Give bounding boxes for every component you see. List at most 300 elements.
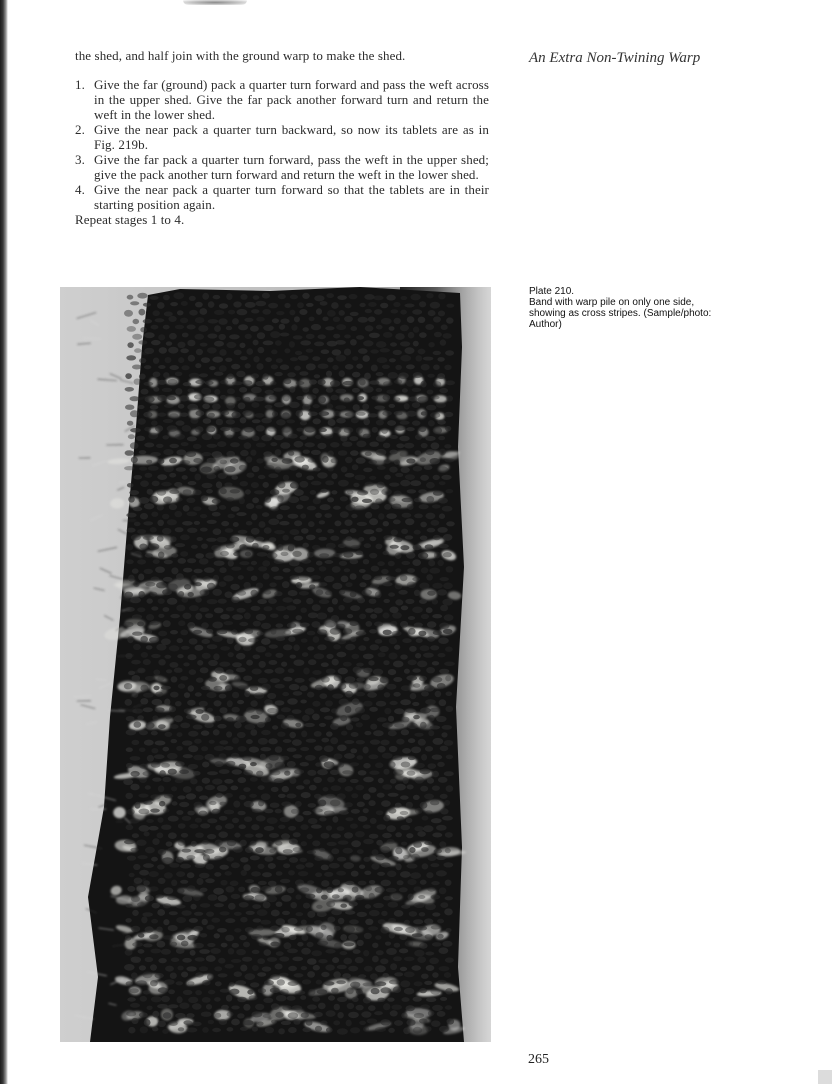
weave-nub — [437, 420, 446, 425]
weave-nub — [267, 552, 278, 558]
weave-nub — [322, 456, 329, 463]
weave-nub — [174, 482, 182, 487]
weave-nub — [243, 1020, 253, 1025]
weave-nub — [437, 1011, 446, 1017]
weave-nub — [277, 495, 283, 502]
weave-nub — [378, 513, 384, 520]
weave-nub — [439, 841, 446, 847]
weave-nub — [259, 661, 266, 668]
weave-nub — [308, 803, 317, 808]
weave-nub — [433, 491, 443, 496]
weave-nub — [356, 335, 364, 340]
weave-nub — [350, 824, 358, 829]
weave-nub — [139, 825, 150, 832]
weave-nub — [319, 755, 329, 762]
weave-nub — [208, 413, 215, 418]
weave-nub — [169, 473, 176, 478]
weave-nub — [124, 466, 134, 470]
weave-nub — [169, 458, 177, 464]
weave-nub — [377, 717, 387, 722]
weave-nub — [420, 457, 426, 462]
weave-nub — [153, 387, 159, 392]
weave-nub — [288, 1027, 297, 1033]
weave-nub — [300, 623, 310, 628]
weave-nub — [251, 576, 258, 581]
weave-nub — [253, 295, 260, 300]
weave-nub — [369, 677, 379, 681]
weave-nub — [302, 934, 309, 941]
weave-nub — [319, 599, 330, 604]
weave-nub — [388, 808, 396, 814]
weave-nub — [280, 879, 290, 884]
weave-nub — [240, 840, 247, 847]
weave-nub — [363, 668, 372, 673]
running-head: An Extra Non-Twining Warp — [529, 50, 701, 66]
weave-nub — [368, 926, 378, 930]
weave-nub — [251, 824, 259, 830]
weave-nub — [432, 755, 443, 760]
weave-nub — [195, 972, 203, 977]
weave-nub — [280, 364, 289, 370]
weave-nub — [339, 310, 345, 316]
list-item — [75, 182, 489, 212]
weave-nub — [353, 404, 360, 411]
weave-nub — [193, 490, 202, 496]
weave-nub — [404, 669, 410, 674]
weave-nub — [139, 497, 150, 504]
weave-nub — [186, 715, 197, 720]
weave-nub — [231, 959, 242, 963]
weave-nub — [240, 294, 247, 300]
weave-nub — [333, 334, 340, 339]
weave-nub — [321, 925, 327, 930]
weave-nub — [186, 1013, 194, 1018]
weave-nub — [332, 427, 341, 434]
weave-nub — [417, 831, 426, 837]
weave-nub — [312, 670, 321, 675]
weave-nub — [229, 334, 240, 339]
weave-nub — [434, 849, 442, 854]
weave-nub — [326, 901, 335, 907]
weave-nub — [301, 608, 307, 613]
weave-nub — [213, 888, 224, 895]
weave-nub — [405, 347, 415, 354]
weave-nub — [348, 934, 358, 941]
weave-nub — [375, 981, 386, 986]
weave-nub — [377, 872, 385, 876]
weave-nub — [231, 1019, 240, 1026]
weave-nub — [443, 333, 452, 339]
weave-nub — [444, 771, 454, 776]
weave-nub — [362, 404, 369, 410]
weave-nub — [300, 824, 308, 830]
weave-nub — [131, 896, 140, 902]
weave-nub — [332, 816, 338, 823]
weave-nub — [400, 310, 407, 315]
weave-nub — [203, 854, 210, 861]
weave-nub — [219, 1019, 228, 1025]
weave-nub — [256, 505, 263, 509]
weave-nub — [370, 644, 379, 650]
weave-nub — [326, 543, 336, 549]
weave-nub — [172, 801, 178, 805]
weave-nub — [432, 504, 441, 508]
weave-nub — [332, 583, 342, 590]
weave-nub — [377, 824, 387, 830]
weave-nub — [125, 949, 133, 955]
weave-nub — [218, 958, 225, 964]
weave-nub — [276, 606, 287, 611]
weave-nub — [401, 762, 411, 768]
weave-nub — [244, 816, 252, 822]
weave-nub — [345, 582, 352, 587]
weave-nub — [332, 566, 341, 573]
weave-nub — [176, 497, 183, 501]
weave-nub — [341, 466, 348, 472]
weave-nub — [388, 918, 396, 923]
weave-nub — [394, 380, 402, 385]
weave-nub — [425, 903, 436, 910]
weave-nub — [399, 934, 407, 940]
weave-nub — [365, 452, 372, 456]
weave-nub — [175, 388, 182, 395]
weave-nub — [297, 302, 304, 308]
weave-nub — [317, 912, 327, 918]
weave-nub — [308, 458, 316, 462]
weave-nub — [165, 715, 171, 719]
weave-nub — [387, 998, 394, 1002]
weave-nub — [258, 475, 266, 479]
weave-nub — [410, 693, 417, 699]
weave-nub — [206, 692, 216, 698]
weave-nub — [220, 614, 230, 619]
weave-nub — [288, 514, 299, 519]
weave-nub — [138, 809, 149, 815]
weave-nub — [343, 662, 352, 667]
weave-nub — [245, 363, 251, 368]
weave-nub — [231, 753, 240, 759]
weave-nub — [432, 614, 442, 618]
weave-nub — [355, 785, 364, 791]
weave-nub — [420, 880, 427, 885]
weave-nub — [195, 645, 204, 651]
weave-nub — [348, 966, 358, 972]
weave-nub — [139, 1012, 148, 1017]
weave-nub — [363, 825, 371, 829]
weave-nub — [129, 818, 139, 823]
weave-nub — [327, 310, 336, 317]
weave-nub — [440, 808, 448, 814]
weave-nub — [281, 1021, 291, 1025]
weave-nub — [164, 404, 174, 408]
weave-nub — [203, 418, 212, 424]
weave-nub — [261, 776, 272, 782]
weave-nub — [332, 365, 338, 370]
weave-nub — [390, 701, 398, 705]
weave-nub — [264, 669, 273, 674]
weave-nub — [157, 676, 164, 681]
weave-nub — [350, 1027, 360, 1033]
weave-nub — [284, 348, 290, 353]
weave-nub — [356, 427, 363, 434]
weave-nub — [215, 825, 222, 830]
weave-nub — [296, 381, 305, 385]
weave-nub — [428, 763, 437, 769]
step-text: Give the far pack a quarter turn forward, pass the weft in the upper shed; give the pack another turn forward and return the weft in the lower shed. — [94, 152, 489, 182]
weave-nub — [220, 427, 230, 431]
weave-nub — [125, 918, 131, 923]
weave-nub — [151, 420, 158, 425]
weave-nub — [383, 521, 389, 526]
weave-nub — [170, 536, 176, 542]
weave-nub — [407, 316, 415, 323]
weave-nub — [195, 957, 205, 961]
weave-nub — [164, 655, 171, 659]
list-item — [75, 152, 489, 182]
weave-nub — [151, 748, 158, 753]
weave-nub — [338, 480, 349, 487]
weave-nub — [316, 561, 323, 566]
weave-nub — [388, 372, 398, 379]
weave-nub — [368, 460, 377, 464]
weave-nub — [148, 433, 158, 440]
weave-nub — [202, 653, 211, 659]
weave-nub — [337, 793, 346, 800]
weave-nub — [337, 639, 346, 645]
weave-nub — [311, 450, 321, 455]
weave-nub — [443, 534, 453, 541]
weave-nub — [167, 896, 177, 900]
weave-nub — [226, 293, 232, 300]
weave-nub — [309, 785, 317, 791]
weave-nub — [325, 949, 335, 953]
weave-nub — [158, 724, 166, 729]
weave-nub — [143, 707, 153, 712]
weave-nub — [208, 660, 218, 666]
weave-nub — [419, 583, 429, 590]
weave-nub — [382, 411, 392, 416]
weave-nub — [133, 581, 139, 587]
weave-nub — [125, 904, 132, 908]
weave-nub — [342, 770, 353, 774]
weave-nub — [338, 762, 344, 767]
weave-nub — [305, 708, 315, 715]
weave-nub — [263, 451, 272, 457]
weave-nub — [407, 785, 414, 790]
weave-nub — [307, 394, 317, 399]
weave-nub — [202, 293, 209, 300]
weave-nub — [288, 918, 298, 924]
weave-nub — [426, 482, 435, 489]
weave-nub — [250, 450, 256, 456]
weave-nub — [257, 1022, 263, 1026]
weave-nub — [255, 537, 264, 541]
weave-nub — [428, 420, 435, 426]
weave-nub — [337, 857, 346, 862]
weave-nub — [316, 887, 322, 893]
weave-nub — [212, 636, 223, 642]
weave-nub — [226, 403, 235, 409]
weave-nub — [197, 660, 203, 666]
weave-nub — [288, 590, 298, 596]
weave-nub — [388, 653, 397, 660]
weave-nub — [307, 880, 314, 884]
weave-nub — [226, 607, 235, 611]
weave-nub — [257, 958, 265, 964]
weave-nub — [294, 536, 304, 541]
weave-nub — [370, 489, 379, 495]
weave-nub — [370, 614, 377, 619]
weave-nub — [169, 1021, 178, 1026]
weave-nub — [162, 388, 173, 392]
weave-nub — [156, 582, 167, 588]
weave-nub — [293, 599, 302, 604]
weave-nub — [409, 911, 417, 917]
weave-nub — [206, 925, 214, 930]
weave-nub — [257, 722, 265, 728]
weave-nub — [228, 560, 234, 567]
weave-nub — [188, 997, 198, 1003]
weave-nub — [408, 616, 415, 620]
weave-nub — [214, 903, 224, 907]
weave-nub — [363, 434, 371, 439]
weave-nub — [418, 739, 426, 746]
weave-nub — [205, 613, 213, 618]
weave-nub — [394, 645, 400, 650]
weave-nub — [177, 654, 183, 658]
weave-nub — [296, 428, 303, 432]
weave-nub — [357, 802, 365, 808]
weave-nub — [156, 927, 162, 933]
weave-nub — [200, 888, 208, 892]
weave-nub — [228, 514, 235, 519]
weave-nub — [171, 958, 179, 962]
weave-nub — [152, 838, 159, 845]
weave-nub — [233, 801, 240, 808]
weave-nub — [268, 428, 277, 432]
weave-nub — [433, 738, 444, 745]
weave-nub — [370, 739, 380, 744]
weave-nub — [274, 591, 282, 596]
weave-nub — [378, 652, 386, 657]
weave-nub — [268, 519, 279, 526]
weave-nub — [302, 404, 310, 411]
weave-nub — [219, 505, 226, 510]
weave-nub — [226, 731, 232, 737]
weave-nub — [437, 683, 446, 689]
weave-nub — [274, 778, 284, 783]
weave-nub — [275, 746, 283, 753]
weave-nub — [174, 715, 183, 722]
weave-nub — [130, 1003, 140, 1008]
weave-nub — [332, 659, 339, 666]
weave-nub — [267, 817, 278, 824]
weave-nub — [239, 824, 246, 829]
weave-nub — [345, 364, 354, 370]
weave-nub — [421, 364, 430, 370]
weave-nub — [337, 652, 347, 658]
weave-nub — [388, 793, 399, 797]
weave-nub — [280, 442, 290, 449]
weave-nub — [374, 576, 382, 581]
weave-nub — [405, 940, 414, 946]
weave-nub — [356, 990, 363, 995]
weave-nub — [352, 698, 360, 705]
weave-nub — [383, 551, 389, 555]
weave-nub — [362, 589, 372, 595]
weave-nub — [170, 724, 178, 729]
weave-nub — [306, 1020, 313, 1026]
weave-nub — [367, 692, 377, 698]
weave-nub — [247, 566, 254, 571]
weave-nub — [412, 668, 420, 672]
weave-nub — [331, 458, 339, 463]
weave-nub — [359, 614, 366, 620]
weave-nub — [341, 576, 349, 583]
weave-nub — [177, 996, 183, 1003]
weave-nub — [162, 857, 173, 863]
weave-nub — [269, 396, 277, 400]
weave-nub — [211, 545, 221, 551]
weave-nub — [168, 989, 175, 994]
weave-nub — [238, 887, 245, 892]
weave-nub — [400, 341, 410, 346]
weave-nub — [226, 342, 236, 348]
weave-nub — [255, 847, 264, 853]
weave-nub — [420, 645, 430, 651]
weave-nub — [219, 816, 228, 821]
weave-nub — [195, 302, 203, 308]
weave-nub — [408, 738, 415, 743]
weave-nub — [365, 684, 371, 689]
weave-nub — [338, 918, 345, 924]
weave-nub — [301, 948, 311, 955]
weave-nub — [288, 826, 296, 831]
weave-nub — [264, 465, 274, 470]
weave-nub — [275, 467, 282, 473]
weave-nub — [251, 528, 260, 535]
weave-nub — [206, 912, 214, 917]
weave-nub — [355, 475, 366, 481]
weave-nub — [299, 858, 307, 863]
weave-nub — [293, 847, 302, 852]
weave-nub — [255, 301, 266, 307]
weave-nub — [287, 748, 297, 752]
weave-nub — [404, 972, 415, 978]
weave-nub — [187, 325, 196, 330]
weave-nub — [361, 1011, 371, 1017]
weave-nub — [252, 497, 259, 503]
weave-nub — [149, 886, 159, 891]
weave-nub — [189, 669, 196, 675]
weave-nub — [357, 755, 363, 760]
weave-nub — [382, 723, 393, 728]
weave-nub — [393, 677, 402, 682]
weave-nub — [413, 372, 423, 378]
weave-nub — [168, 925, 178, 931]
weave-nub — [388, 1028, 395, 1033]
weave-nub — [303, 903, 310, 909]
weave-nub — [431, 442, 440, 449]
weave-nub — [127, 528, 136, 533]
weave-nub — [446, 521, 455, 526]
weave-nub — [363, 950, 369, 956]
weave-nub — [244, 397, 251, 402]
weave-nub — [128, 575, 134, 582]
weave-nub — [377, 482, 385, 488]
weave-nub — [140, 480, 149, 487]
weave-nub — [331, 708, 338, 713]
